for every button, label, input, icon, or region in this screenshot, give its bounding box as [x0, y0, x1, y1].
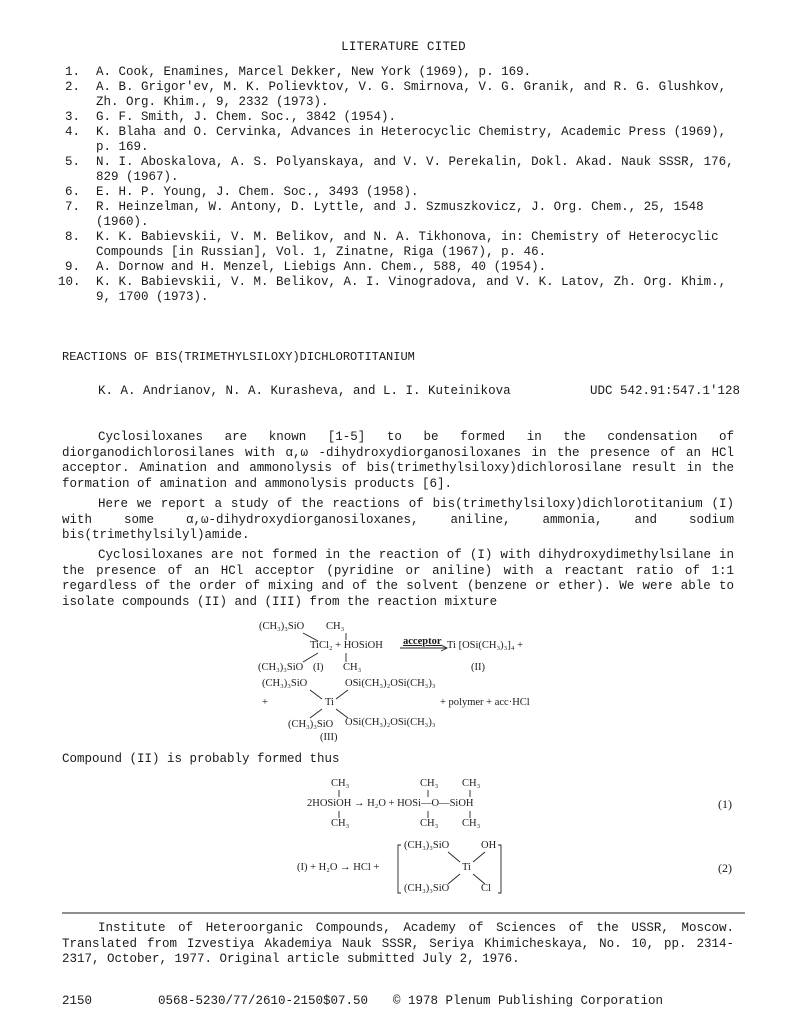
copyright: © 1978 Plenum Publishing Corporation — [393, 994, 664, 1008]
reference-text: G. F. Smith, J. Chem. Soc., 3842 (1954). — [96, 110, 397, 124]
chem-label: CH₃ — [420, 778, 439, 789]
reference-text: K. Blaha and O. Cervinka, Advances in Heterocyclic Chemistry, Academic Press (1969), p. 169. — [96, 125, 727, 154]
chem-label: CH₃ — [331, 818, 350, 829]
chem-label: Cl — [481, 883, 491, 894]
chem-label: CH₃ — [420, 818, 439, 829]
reference-number: 7. — [64, 200, 80, 214]
reference-number: 8. — [64, 230, 80, 244]
compound-label: (II) — [471, 662, 485, 673]
chem-label: TiCl₂ + HOSiOH — [310, 640, 383, 651]
chem-label: CH₃ — [326, 621, 345, 632]
reference-number: 9. — [64, 260, 80, 274]
equation-number: (2) — [718, 861, 732, 875]
chem-label: Ti — [462, 862, 471, 873]
article-authors: K. A. Andrianov, N. A. Kurasheva, and L. I. Kuteinikova — [98, 384, 511, 398]
chem-label: Ti [OSi(CH₃)₃]₄ + — [447, 640, 524, 651]
article-code: 0568-5230/77/2610-2150$07.50 — [158, 994, 369, 1008]
paragraph: Cyclosiloxanes are not formed in the reaction of (I) with dihydroxydimethylsilane in the presence of an HCl acceptor (pyridine or aniline) with a reactant ratio of 1:1 regardless of the order of mixing and of the solvent (benzene or ether). We were able to isolate compounds (II) and (III) from the reaction mixture — [62, 548, 734, 609]
chem-label: OSi(CH₃)₂OSi(CH₃)₃ — [345, 717, 436, 728]
reference-number: 2. — [64, 80, 80, 94]
paragraph: Here we report a study of the reactions of bis(trimethylsiloxy)dichlorotitanium (I) with some α,ω-dihydroxydiorganosiloxanes, aniline, ammonia, and sodium bis(trimethylsilyl)amide. — [62, 497, 734, 542]
reference-number: 10. — [58, 275, 81, 289]
article-title: REACTIONS OF BIS(TRIMETHYLSILOXY)DICHLOROTITANIUM — [62, 350, 415, 364]
reference-text: A. B. Grigor'ev, M. K. Polievktov, V. G. Smirnova, V. G. Granik, and R. G. Glushkov, Zh. Org. Khim., 9, 2332 (1973). — [96, 80, 727, 109]
chem-label: CH₃ — [462, 778, 481, 789]
paragraph: Compound (II) is probably formed thus — [62, 752, 340, 766]
chem-label: (CH₃)₃SiO — [404, 840, 450, 851]
chem-label: CH₃ — [462, 818, 481, 829]
chem-label: (CH₃)₃SiO — [259, 621, 305, 632]
chem-label: OH — [481, 840, 497, 851]
section-title: LITERATURE CITED — [341, 40, 466, 54]
acceptor-label: acceptor — [403, 636, 442, 647]
paragraph: Cyclosiloxanes are known [1-5] to be formed in the condensation of diorganodichlorosilanes with α,ω -dihydroxydiorganosiloxanes in the presence of an HCl acceptor. Amination and ammonolysis of bis(trimethylsiloxy)dichlorosilane result in the formation of amination and ammonolysis products [6]. — [62, 430, 734, 491]
compound-label: (I) — [313, 662, 324, 673]
chem-label: + polymer + acc·HCl — [440, 697, 530, 708]
reference-number: 4. — [64, 125, 80, 139]
equation-body: 2HOSiOH → H₂O + HOSi—O—SiOH — [307, 798, 474, 809]
reference-text: R. Heinzelman, W. Antony, D. Lyttle, and J. Szmuszkovicz, J. Org. Chem., 25, 1548 (1960). — [96, 200, 704, 229]
chem-label: (CH₃)₃SiO — [288, 719, 334, 730]
chem-label: (CH₃)₃SiO — [262, 678, 308, 689]
reference-text: N. I. Aboskalova, A. S. Polyanskaya, and V. V. Perekalin, Dokl. Akad. Nauk SSSR, 176, 829 (1967). — [96, 155, 734, 184]
equation-number: (1) — [718, 797, 732, 811]
udc-code: UDC 542.91:547.1'128 — [590, 384, 741, 398]
chem-label: CH₃ — [331, 778, 350, 789]
chem-label: CH₃ — [343, 662, 362, 673]
reference-number: 6. — [64, 185, 80, 199]
page-number: 2150 — [62, 994, 93, 1008]
reference-number: 5. — [64, 155, 80, 169]
chem-label: (CH₃)₃SiO — [258, 662, 304, 673]
chem-label: (I) + H₂O → HCl + — [297, 862, 380, 873]
chem-label: (CH₃)₃SiO — [404, 883, 450, 894]
reference-text: E. H. P. Young, J. Chem. Soc., 3493 (1958). — [96, 185, 419, 199]
chem-label: Ti — [325, 697, 334, 708]
reference-number: 1. — [64, 65, 80, 79]
reference-text: K. K. Babievskii, V. M. Belikov, and N. A. Tikhonova, in: Chemistry of Heterocyclic Compounds [in Russian], Vol. 1, Zinatne, Riga (1967), p. 46. — [96, 230, 719, 259]
chem-label: OSi(CH₃)₂OSi(CH₃)₃ — [345, 678, 436, 689]
footnote: Institute of Heteroorganic Compounds, Academy of Sciences of the USSR, Moscow. Translated from Izvestiya Akademiya Nauk SSSR, Seriya Khimicheskaya, No. 10, pp. 2314-2317, October, 1977. Original article submitted July 2, 1976. — [62, 921, 734, 966]
compound-label: (III) — [320, 732, 338, 743]
reference-text: K. K. Babievskii, V. M. Belikov, A. I. Vinogradova, and V. K. Latov, Zh. Org. Khim., 9, 1700 (1973). — [96, 275, 727, 304]
reference-text: A. Cook, Enamines, Marcel Dekker, New York (1969), p. 169. — [96, 65, 532, 79]
chem-label: + — [262, 697, 268, 708]
reference-number: 3. — [64, 110, 80, 124]
reference-text: A. Dornow and H. Menzel, Liebigs Ann. Chem., 588, 40 (1954). — [96, 260, 547, 274]
